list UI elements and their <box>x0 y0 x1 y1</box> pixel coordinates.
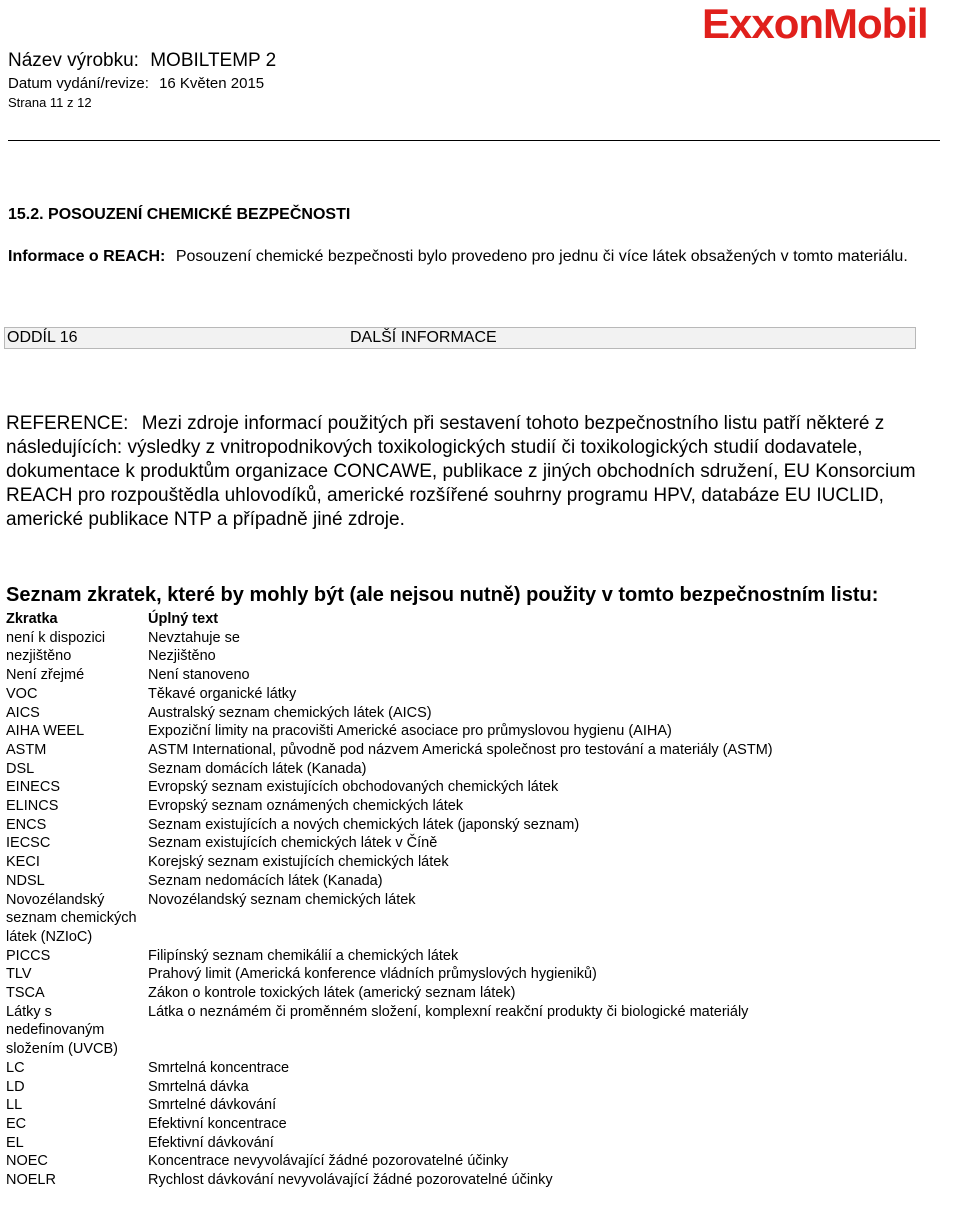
full-text-cell: Těkavé organické látky <box>148 685 297 702</box>
full-text-cell: Australský seznam chemických látek (AICS) <box>148 704 432 721</box>
abbr-cell: TSCA <box>6 985 45 1002</box>
abbr-cell: Novozélandský seznam chemických látek (NZIoC) <box>6 891 137 945</box>
full-text-cell: Efektivní dávkování <box>148 1134 274 1151</box>
table-row <box>6 1078 773 1097</box>
section-16-title: DALŠÍ INFORMACE <box>350 329 497 346</box>
abbr-cell: EL <box>6 1134 24 1151</box>
full-text-cell: Rychlost dávkování nevyvolávající žádné pozorovatelné účinky <box>148 1172 553 1189</box>
table-row <box>6 1096 773 1115</box>
table-row <box>6 629 773 648</box>
product-name-line <box>8 50 276 72</box>
abbr-cell: EINECS <box>6 779 60 796</box>
table-row <box>6 853 773 872</box>
abbreviations-heading: Seznam zkratek, které by mohly být (ale nejsou nutně) použity v tomto bezpečnostním listu: <box>6 584 879 606</box>
table-row <box>6 741 773 760</box>
full-text-cell: Koncentrace nevyvolávající žádné pozorovatelné účinky <box>148 1153 509 1170</box>
references-text: Mezi zdroje informací použitých při sestavení tohoto bezpečnostního listu patří některé z následujících: výsledky z vnitropodnikových toxikologických studií či toxikologických studií dodavatele, dokumentace k produktům organizace CONCAWE, publikace z jiných obchodních sdružení, EU Konsorcium REACH pro rozpouštědla uhlovodíků, americké rozšířené souhrny programu HPV, databáze EU IUCLID, americké publikace NTP a případně jiné zdroje. <box>6 413 916 530</box>
reach-label: Informace o REACH: <box>8 248 166 265</box>
full-text-cell: Evropský seznam oznámených chemických látek <box>148 798 464 815</box>
table-row <box>6 778 773 797</box>
full-text-cell: Seznam domácích látek (Kanada) <box>148 760 367 777</box>
table-header-row <box>6 610 773 629</box>
table-row <box>6 647 773 666</box>
table-row <box>6 984 773 1003</box>
table-row <box>6 666 773 685</box>
abbr-cell: Není zřejmé <box>6 667 85 684</box>
abbr-cell: VOC <box>6 685 38 702</box>
references-label: REFERENCE: <box>6 413 129 434</box>
full-text-cell: Efektivní koncentrace <box>148 1115 287 1132</box>
full-text-cell: Látka o neznámém či proměnném složení, komplexní reakční produkty či biologické materiály <box>148 1003 749 1020</box>
table-row <box>6 797 773 816</box>
abbr-cell: NOELR <box>6 1172 56 1189</box>
abbr-cell: LL <box>6 1097 23 1114</box>
abbr-cell: AICS <box>6 704 40 721</box>
date-label: Datum vydání/revize: <box>8 75 149 92</box>
full-text-cell: Smrtelné dávkování <box>148 1097 277 1114</box>
date-value: 16 Květen 2015 <box>159 75 265 92</box>
logo-text: ExxonMobil <box>702 0 928 47</box>
revision-date-line <box>8 75 264 92</box>
table-row <box>6 685 773 704</box>
table-row <box>6 891 773 947</box>
abbr-cell: nezjištěno <box>6 648 72 665</box>
full-text-cell: Seznam existujících chemických látek v Číně <box>148 835 438 852</box>
abbr-cell: NOEC <box>6 1153 48 1170</box>
abbr-cell: ENCS <box>6 816 47 833</box>
full-text-cell: Není stanoveno <box>148 667 250 684</box>
full-text-cell: Nevztahuje se <box>148 629 240 646</box>
full-text-cell: Seznam nedomácích látek (Kanada) <box>148 872 383 889</box>
full-text-cell: Seznam existujících a nových chemických látek (japonský seznam) <box>148 816 580 833</box>
product-label: Název výrobku: <box>8 50 139 71</box>
abbr-cell: KECI <box>6 854 40 871</box>
full-text-cell: ASTM International, původně pod názvem Americká společnost pro testování a materiály (ASTM) <box>148 741 773 758</box>
table-row <box>6 1115 773 1134</box>
full-text-cell: Novozélandský seznam chemických látek <box>148 891 416 908</box>
full-text-cell: Filipínský seznam chemikálií a chemických látek <box>148 947 459 964</box>
references-paragraph <box>6 412 956 532</box>
abbr-cell: NDSL <box>6 872 45 889</box>
full-text-cell: Smrtelná koncentrace <box>148 1059 290 1076</box>
abbr-cell: ASTM <box>6 741 47 758</box>
abbr-cell: EC <box>6 1115 27 1132</box>
reach-info <box>8 247 948 267</box>
page-number: Strana 11 z 12 <box>8 95 92 110</box>
full-text-cell: Evropský seznam existujících obchodovaných chemických látek <box>148 779 559 796</box>
table-row <box>6 1059 773 1078</box>
exxonmobil-logo <box>700 0 958 61</box>
abbr-cell: AIHA WEEL <box>6 723 85 740</box>
section-15-2-title: 15.2. POSOUZENÍ CHEMICKÉ BEZPEČNOSTI <box>8 206 351 223</box>
full-text-cell: Korejský seznam existujících chemických látek <box>148 854 449 871</box>
full-text-cell: Nezjištěno <box>148 648 216 665</box>
abbr-cell: ELINCS <box>6 798 59 815</box>
table-row <box>6 1134 773 1153</box>
exxonmobil-logo-icon <box>700 0 958 56</box>
product-name: MOBILTEMP 2 <box>150 50 277 71</box>
abbr-cell: DSL <box>6 760 35 777</box>
section-16-number: ODDÍL 16 <box>7 329 78 346</box>
table-row <box>6 760 773 779</box>
abbr-cell: LC <box>6 1059 25 1076</box>
abbr-cell: LD <box>6 1078 25 1095</box>
col-full-header: Úplný text <box>148 611 219 627</box>
abbreviations-table <box>6 610 773 1190</box>
full-text-cell: Expoziční limity na pracovišti Americké asociace pro průmyslovou hygienu (AIHA) <box>148 723 672 740</box>
table-row <box>6 704 773 723</box>
table-row <box>6 947 773 966</box>
table-row <box>6 834 773 853</box>
table-row <box>6 965 773 984</box>
abbr-cell: není k dispozici <box>6 629 106 646</box>
abbr-cell: Látky s nedefinovaným složením (UVCB) <box>6 1003 118 1058</box>
full-text-cell: Zákon o kontrole toxických látek (americký seznam látek) <box>148 985 516 1002</box>
table-row <box>6 816 773 835</box>
col-abbr-header: Zkratka <box>6 611 58 627</box>
abbr-cell: IECSC <box>6 835 51 852</box>
table-row <box>6 872 773 891</box>
table-row <box>6 1171 773 1190</box>
full-text-cell: Smrtelná dávka <box>148 1078 249 1095</box>
full-text-cell: Prahový limit (Americká konference vládních průmyslových hygieniků) <box>148 966 597 983</box>
table-row <box>6 1003 773 1059</box>
table-row <box>6 1152 773 1171</box>
abbr-cell: PICCS <box>6 947 51 964</box>
abbr-cell: TLV <box>6 966 32 983</box>
header-divider <box>8 140 940 141</box>
reach-text: Posouzení chemické bezpečnosti bylo provedeno pro jednu či více látek obsažených v tomto materiálu. <box>175 248 908 265</box>
table-row <box>6 722 773 741</box>
abbreviations-body <box>6 629 773 1190</box>
